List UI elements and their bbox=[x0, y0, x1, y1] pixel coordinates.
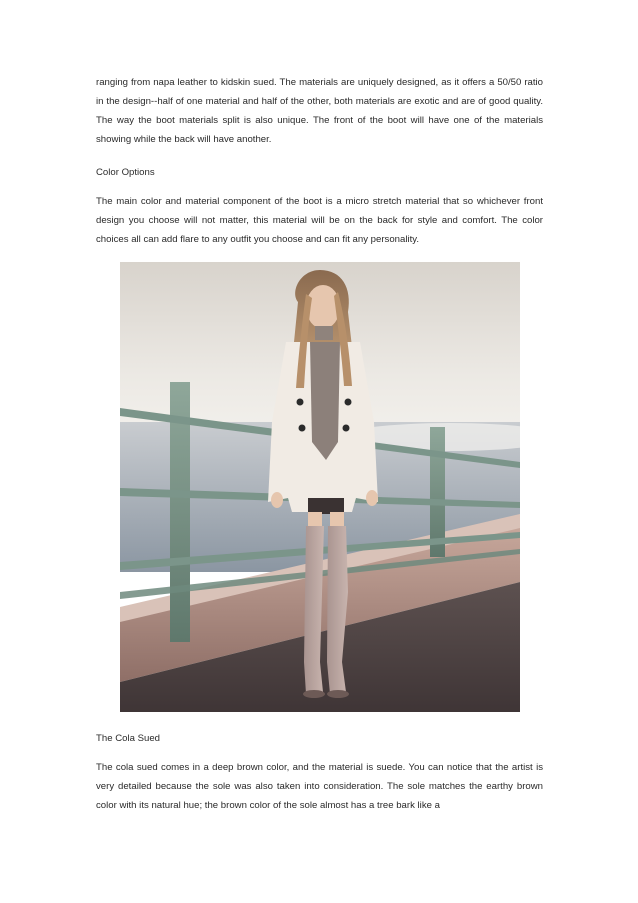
heading-cola-sued: The Cola Sued bbox=[96, 733, 160, 744]
paragraph-cola-sued: The cola sued comes in a deep brown color, and the material is suede. You can notice that the artist is very detailed because the sole was also taken into consideration. The sole matches the earthy brown color with its natural hue; the brown color of the sole almost has a tree bark like a bbox=[96, 762, 543, 811]
heading-color-options: Color Options bbox=[96, 167, 155, 178]
paragraph-color-options: The main color and material component of the boot is a micro stretch material that so whichever front design you choose will not matter, this material will be on the back for style and comfort. The color choices all can add flare to any outfit you choose and can fit any personality. bbox=[96, 196, 543, 245]
boots-photo bbox=[120, 262, 520, 712]
paragraph-materials: ranging from napa leather to kidskin sued. The materials are uniquely designed, as it offers a 50/50 ratio in the design--half of one material and half of the other, both materials are exotic and are of good quality. The way the boot materials split is also unique. The front of the boot will have one of the materials showing while the back will have another. bbox=[96, 77, 543, 145]
photo-illustration bbox=[120, 262, 520, 712]
